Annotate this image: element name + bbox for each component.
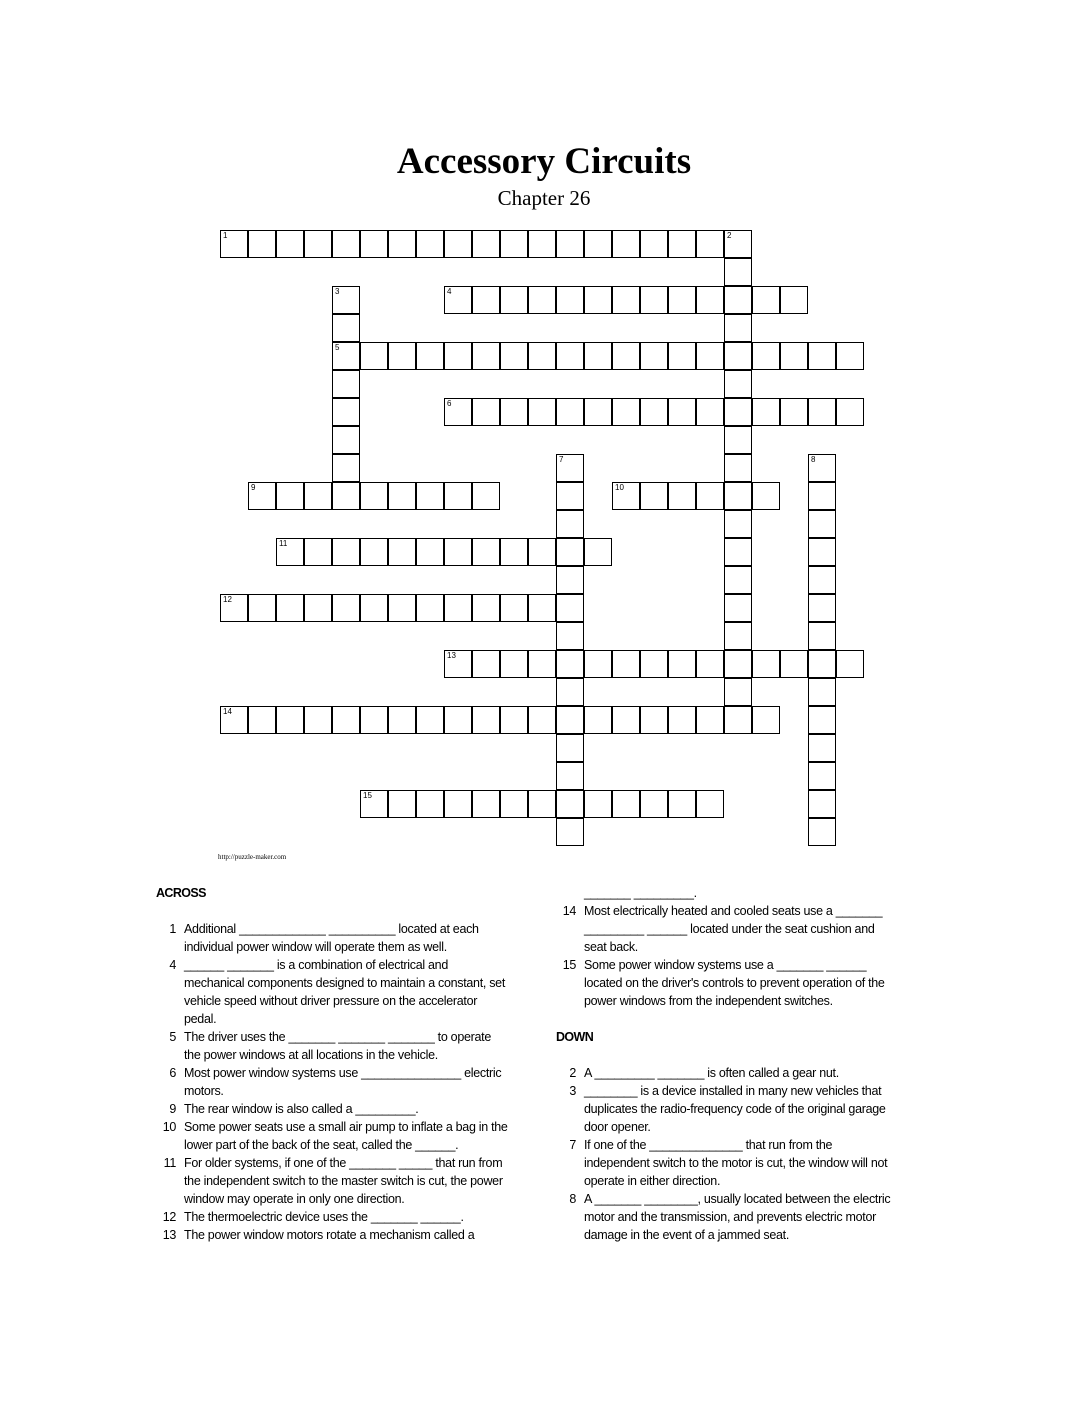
cell-number: 8 (811, 455, 816, 464)
grid-cell[interactable] (416, 230, 444, 258)
grid-cell[interactable] (612, 790, 640, 818)
grid-cell[interactable] (276, 230, 304, 258)
grid-cell[interactable] (584, 706, 612, 734)
cell-number: 4 (447, 287, 452, 296)
grid-cell[interactable] (724, 230, 752, 258)
grid-cell[interactable] (584, 650, 612, 678)
grid-cell[interactable] (612, 650, 640, 678)
grid-cell[interactable] (360, 538, 388, 566)
grid-cell[interactable] (332, 538, 360, 566)
grid-cell[interactable] (752, 342, 780, 370)
grid-cell[interactable] (780, 398, 808, 426)
grid-cell[interactable] (528, 286, 556, 314)
grid-cell[interactable] (612, 286, 640, 314)
grid-cell[interactable] (836, 398, 864, 426)
grid-cell[interactable] (444, 230, 472, 258)
clue-text: For older systems, if one of the _______ _____ that run from the independent switch to the master switch is cut, the power window may operate in only one direction. (184, 1156, 503, 1206)
grid-cell[interactable] (724, 426, 752, 454)
clue-text: Some power seats use a small air pump to inflate a bag in the lower part of the back of the seat, called the ______. (184, 1120, 508, 1152)
grid-cell[interactable] (332, 426, 360, 454)
grid-cell[interactable] (556, 622, 584, 650)
grid-cell[interactable] (360, 706, 388, 734)
grid-cell[interactable] (556, 594, 584, 622)
grid-cell[interactable] (556, 790, 584, 818)
clue-text: A _________ _______ is often called a gear nut. (584, 1066, 839, 1080)
grid-cell[interactable] (556, 286, 584, 314)
grid-cell[interactable] (332, 230, 360, 258)
grid-cell[interactable] (836, 650, 864, 678)
grid-cell[interactable] (528, 538, 556, 566)
grid-cell[interactable] (332, 314, 360, 342)
down-clue-list (548, 1064, 898, 1244)
grid-cell[interactable] (444, 538, 472, 566)
clue-text: The rear window is also called a _________. (184, 1102, 419, 1116)
cell-number: 3 (335, 287, 340, 296)
clue-number: 3 (569, 1084, 576, 1098)
grid-cell[interactable] (556, 342, 584, 370)
grid-cell[interactable] (528, 594, 556, 622)
grid-cell[interactable] (472, 538, 500, 566)
grid-cell[interactable] (472, 342, 500, 370)
grid-cell[interactable] (808, 398, 836, 426)
grid-cell[interactable] (612, 482, 640, 510)
grid-cell[interactable] (752, 706, 780, 734)
grid-cell[interactable] (612, 706, 640, 734)
down-clue (548, 1136, 898, 1190)
clue-text: Additional _____________ __________ located at each individual power window will operate them as well. (184, 922, 479, 954)
grid-cell[interactable] (612, 342, 640, 370)
grid-cell[interactable] (248, 594, 276, 622)
cell-number: 11 (279, 539, 288, 548)
clue-text: The driver uses the _______ _______ _______ to operate the power windows at all locations in the vehicle. (184, 1030, 491, 1062)
grid-cell[interactable] (640, 706, 668, 734)
across-clue (548, 956, 898, 1010)
grid-cell[interactable] (444, 398, 472, 426)
grid-cell[interactable] (724, 342, 752, 370)
grid-cell[interactable] (724, 398, 752, 426)
grid-cell[interactable] (724, 314, 752, 342)
grid-cell[interactable] (696, 482, 724, 510)
grid-cell[interactable] (388, 230, 416, 258)
grid-cell[interactable] (780, 342, 808, 370)
across-clue (148, 1100, 508, 1118)
grid-cell[interactable] (500, 706, 528, 734)
down-clue (548, 1064, 898, 1082)
grid-cell[interactable] (752, 398, 780, 426)
grid-cell[interactable] (752, 286, 780, 314)
cell-number: 12 (223, 595, 232, 604)
across-clue (148, 1226, 508, 1244)
across-clue (148, 1208, 508, 1226)
grid-cell[interactable] (556, 230, 584, 258)
grid-cell[interactable] (360, 790, 388, 818)
grid-cell[interactable] (668, 342, 696, 370)
clue-number: 11 (163, 1156, 176, 1170)
across-clue (148, 1154, 508, 1208)
clue-number: 10 (162, 1120, 176, 1134)
grid-cell[interactable] (724, 594, 752, 622)
cell-number: 6 (447, 399, 452, 408)
grid-cell[interactable] (640, 398, 668, 426)
clue-number: 12 (162, 1210, 176, 1224)
grid-cell[interactable] (500, 286, 528, 314)
grid-cell[interactable] (808, 790, 836, 818)
across-clue-list (148, 920, 508, 1244)
clue-number: 1 (169, 922, 176, 936)
grid-cell[interactable] (556, 510, 584, 538)
grid-cell[interactable] (500, 230, 528, 258)
grid-cell[interactable] (584, 286, 612, 314)
grid-cell[interactable] (528, 790, 556, 818)
cell-number: 14 (223, 707, 232, 716)
clue-number (548, 884, 584, 902)
grid-cell[interactable] (220, 594, 248, 622)
clue-number: 2 (569, 1066, 576, 1080)
grid-cell[interactable] (332, 482, 360, 510)
grid-cell[interactable] (724, 650, 752, 678)
grid-cell[interactable] (808, 818, 836, 846)
grid-cell[interactable] (332, 398, 360, 426)
grid-cell[interactable] (472, 706, 500, 734)
grid-cell[interactable] (808, 594, 836, 622)
grid-cell[interactable] (416, 482, 444, 510)
grid-cell[interactable] (668, 482, 696, 510)
cell-number: 10 (615, 483, 624, 492)
grid-cell[interactable] (640, 230, 668, 258)
grid-cell[interactable] (500, 342, 528, 370)
grid-cell[interactable] (808, 566, 836, 594)
grid-cell[interactable] (388, 482, 416, 510)
clue-text: Some power window systems use a _______ ______ located on the driver's controls to prevent operation of the power windows from the independent switches. (584, 958, 885, 1008)
grid-cell[interactable] (416, 790, 444, 818)
cell-number: 5 (335, 343, 340, 352)
grid-cell[interactable] (500, 594, 528, 622)
grid-cell[interactable] (332, 594, 360, 622)
grid-cell[interactable] (584, 230, 612, 258)
grid-cell[interactable] (472, 650, 500, 678)
grid-cell[interactable] (724, 566, 752, 594)
clue-number: 7 (569, 1138, 576, 1152)
grid-cell[interactable] (500, 538, 528, 566)
grid-cell[interactable] (668, 650, 696, 678)
credit-link[interactable]: http://puzzle-maker.com (218, 853, 287, 861)
across-clue (148, 1028, 508, 1064)
grid-cell[interactable] (472, 594, 500, 622)
clue-text: The power window motors rotate a mechanism called a (184, 1228, 475, 1242)
grid-cell[interactable] (556, 482, 584, 510)
clue-number: 9 (169, 1102, 176, 1116)
clue-number: 4 (169, 958, 176, 972)
grid-cell[interactable] (248, 706, 276, 734)
grid-cell[interactable] (724, 482, 752, 510)
grid-cell[interactable] (360, 230, 388, 258)
clues-left-column (148, 884, 508, 1244)
page-title: Accessory Circuits (396, 141, 692, 182)
grid-cell[interactable] (388, 790, 416, 818)
grid-cell[interactable] (724, 510, 752, 538)
clue-text: If one of the ______________ that run from the independent switch to the motor is cut, the window will not operate in either direction. (584, 1138, 888, 1188)
grid-cell[interactable] (556, 398, 584, 426)
grid-cell[interactable] (528, 398, 556, 426)
grid-cell[interactable] (696, 650, 724, 678)
cell-number: 2 (727, 231, 732, 240)
grid-cell[interactable] (752, 482, 780, 510)
down-clue (548, 1190, 898, 1244)
grid-cell[interactable] (360, 482, 388, 510)
cell-number: 9 (251, 483, 256, 492)
grid-cell[interactable] (276, 538, 304, 566)
grid-cell[interactable] (304, 538, 332, 566)
clue-text: A _______ ________, usually located between the electric motor and the transmission, and prevents electric motor damage in the event of a jammed seat. (584, 1192, 891, 1242)
grid-cell[interactable] (304, 706, 332, 734)
grid-cell[interactable] (780, 650, 808, 678)
grid-cell[interactable] (724, 706, 752, 734)
grid-cell[interactable] (808, 650, 836, 678)
grid-cell[interactable] (780, 286, 808, 314)
grid-cell[interactable] (556, 566, 584, 594)
grid-cell[interactable] (472, 398, 500, 426)
cell-number: 7 (559, 455, 564, 464)
grid-cell[interactable] (640, 650, 668, 678)
clue-number: 6 (169, 1066, 176, 1080)
grid-cell[interactable] (696, 706, 724, 734)
grid-cell[interactable] (640, 482, 668, 510)
grid-cell[interactable] (808, 510, 836, 538)
grid-cell[interactable] (220, 230, 248, 258)
grid-cell[interactable] (220, 706, 248, 734)
grid-cell[interactable] (388, 594, 416, 622)
grid-cell[interactable] (668, 706, 696, 734)
grid-cell[interactable] (248, 230, 276, 258)
grid-cell[interactable] (388, 706, 416, 734)
grid-cell[interactable] (584, 790, 612, 818)
grid-cell[interactable] (444, 482, 472, 510)
grid-cell[interactable] (584, 342, 612, 370)
clue-number: 14 (562, 904, 576, 918)
grid-cell[interactable] (668, 790, 696, 818)
grid-cell[interactable] (304, 482, 332, 510)
grid-cell[interactable] (808, 706, 836, 734)
grid-cell[interactable] (528, 342, 556, 370)
grid-cell[interactable] (444, 650, 472, 678)
grid-cell[interactable] (528, 650, 556, 678)
grid-cell[interactable] (444, 790, 472, 818)
grid-cell[interactable] (808, 482, 836, 510)
grid-cell[interactable] (696, 230, 724, 258)
grid-cell[interactable] (472, 790, 500, 818)
clue-number: 8 (569, 1192, 576, 1206)
grid-cell[interactable] (304, 594, 332, 622)
grid-cell[interactable] (444, 706, 472, 734)
grid-cell[interactable] (724, 678, 752, 706)
clues-right-column (548, 884, 898, 1244)
grid-cell[interactable] (332, 342, 360, 370)
across-clue (148, 1064, 508, 1100)
grid-cell[interactable] (556, 734, 584, 762)
clue-text: ________ is a device installed in many new vehicles that duplicates the radio-frequency code of the original garage door opener. (584, 1084, 886, 1134)
grid-cell[interactable] (276, 594, 304, 622)
grid-cell[interactable] (472, 286, 500, 314)
grid-cell[interactable] (724, 538, 752, 566)
grid-cell[interactable] (556, 706, 584, 734)
grid-cell[interactable] (556, 818, 584, 846)
grid-cell[interactable] (416, 538, 444, 566)
down-clue (548, 1082, 898, 1136)
grid-cell[interactable] (416, 342, 444, 370)
grid-cell[interactable] (332, 454, 360, 482)
clue-text: Most power window systems use _______________ electric motors. (184, 1066, 502, 1098)
grid-cell[interactable] (500, 398, 528, 426)
grid-cell[interactable] (472, 482, 500, 510)
across-heading: ACROSS (156, 886, 206, 900)
grid-cell[interactable] (444, 594, 472, 622)
clue-text: The thermoelectric device uses the _______ ______. (184, 1210, 464, 1224)
grid-cell[interactable] (472, 230, 500, 258)
grid-cell[interactable] (416, 706, 444, 734)
down-heading: DOWN (556, 1030, 594, 1044)
cell-number: 13 (447, 651, 456, 660)
grid-cell[interactable] (444, 286, 472, 314)
grid-cell[interactable] (752, 650, 780, 678)
grid-cell[interactable] (640, 286, 668, 314)
grid-cell[interactable] (500, 650, 528, 678)
across-clue (148, 1118, 508, 1154)
grid-cell[interactable] (724, 258, 752, 286)
grid-cell[interactable] (808, 734, 836, 762)
across-clue (148, 920, 508, 956)
grid-cell[interactable] (584, 538, 612, 566)
clue-text: ______ _______ is a combination of electrical and mechanical components designed to maintain a constant, set vehicle speed without driver pressure on the accelerator pedal. (184, 958, 505, 1026)
grid-cell[interactable] (528, 230, 556, 258)
grid-cell[interactable] (500, 790, 528, 818)
across-clue-list-continued (548, 884, 898, 1010)
grid-cell[interactable] (808, 342, 836, 370)
grid-cell[interactable] (612, 230, 640, 258)
grid-cell[interactable] (668, 398, 696, 426)
across-clue (148, 956, 508, 1028)
grid-cell[interactable] (584, 398, 612, 426)
grid-cell[interactable] (668, 230, 696, 258)
grid-cell[interactable] (304, 230, 332, 258)
grid-cell[interactable] (808, 678, 836, 706)
grid-cell[interactable] (248, 482, 276, 510)
grid-cell[interactable] (388, 538, 416, 566)
grid-cell[interactable] (556, 454, 584, 482)
cell-number: 1 (223, 231, 228, 240)
grid-cell[interactable] (612, 398, 640, 426)
grid-cell[interactable] (360, 342, 388, 370)
clue-number: 5 (169, 1030, 176, 1044)
grid-cell[interactable] (696, 790, 724, 818)
grid-cell[interactable] (332, 286, 360, 314)
grid-cell[interactable] (808, 622, 836, 650)
clue-text: _______ _________. (584, 886, 697, 900)
grid-cell[interactable] (808, 538, 836, 566)
grid-cell[interactable] (332, 706, 360, 734)
grid-cell[interactable] (696, 398, 724, 426)
grid-cell[interactable] (640, 790, 668, 818)
grid-cell[interactable] (696, 342, 724, 370)
grid-cell[interactable] (276, 706, 304, 734)
grid-cell[interactable] (640, 342, 668, 370)
grid-cell[interactable] (696, 286, 724, 314)
grid-cell[interactable] (416, 594, 444, 622)
grid-cell[interactable] (556, 678, 584, 706)
grid-cell[interactable] (808, 454, 836, 482)
grid-cell[interactable] (556, 538, 584, 566)
grid-cell[interactable] (332, 370, 360, 398)
grid-cell[interactable] (444, 342, 472, 370)
grid-cell[interactable] (724, 370, 752, 398)
grid-cell[interactable] (276, 482, 304, 510)
grid-cell[interactable] (808, 762, 836, 790)
clue-number: 13 (162, 1228, 176, 1242)
cell-number: 15 (363, 791, 372, 800)
grid-cell[interactable] (528, 706, 556, 734)
grid-cell[interactable] (724, 286, 752, 314)
grid-cell[interactable] (724, 454, 752, 482)
clue-number: 15 (562, 958, 576, 972)
clue-text: Most electrically heated and cooled seats use a _______ _________ ______ located under the seat cushion and seat back. (584, 904, 883, 954)
grid-cell[interactable] (556, 650, 584, 678)
grid-cell[interactable] (836, 342, 864, 370)
across-clue (548, 902, 898, 956)
page-subtitle: Chapter 26 (497, 186, 591, 210)
across-clue (548, 884, 898, 902)
grid-cell[interactable] (724, 622, 752, 650)
grid-cell[interactable] (360, 594, 388, 622)
grid-cell[interactable] (668, 286, 696, 314)
grid-cell[interactable] (556, 762, 584, 790)
grid-cell[interactable] (388, 342, 416, 370)
